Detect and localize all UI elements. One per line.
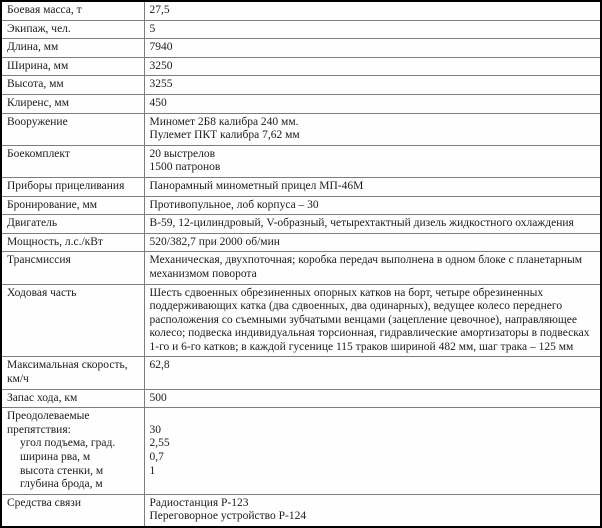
value-line: 7940 xyxy=(149,41,173,54)
value-line: 20 выстрелов xyxy=(149,147,216,160)
value-line: Панорамный минометный прицел МП-46М xyxy=(149,179,364,192)
value-line: 500 xyxy=(149,391,167,404)
table-row xyxy=(1,408,601,495)
value-line: 27,5 xyxy=(149,4,170,16)
value-line: 30 xyxy=(149,423,161,436)
param-cell xyxy=(1,233,144,252)
param-sub-label: ширина рва, м xyxy=(20,451,91,464)
value-cell xyxy=(144,76,601,95)
value-cell xyxy=(144,408,601,495)
param-sub-label: высота стенки, м xyxy=(20,464,104,477)
param-label: Бронирование, мм xyxy=(7,198,98,211)
value-line: Противопульное, лоб корпуса – 30 xyxy=(149,198,319,211)
param-label: Трансмиссия xyxy=(7,254,71,267)
table-row xyxy=(1,252,601,284)
value-line xyxy=(150,410,595,424)
value-cell xyxy=(144,494,601,527)
table-row xyxy=(1,215,601,234)
param-cell xyxy=(1,357,144,389)
value-line: Шесть сдвоенных обрезиненных опорных катков на борт, четыре обрезиненных поддерживающих катка (два сдвоенных, два одинарных), ведущее колесо переднего расположения со съемными зубчатыми венцами (зацепление цевочное), направляющее колесо; подвеска индивидуальная торсионная, гидравлические амортизаторы в подвесках 1-го и 6-го катков; в каждой гусенице 115 траков шириной 482 мм, шаг трака – 125 мм xyxy=(149,286,590,353)
table-row xyxy=(1,20,601,39)
param-cell xyxy=(1,145,144,177)
param-label: Средства связи xyxy=(7,496,81,509)
param-label: Экипаж, чел. xyxy=(7,22,71,35)
table-row xyxy=(1,94,601,113)
value-cell xyxy=(144,94,601,113)
param-cell xyxy=(1,76,144,95)
param-cell xyxy=(1,196,144,215)
value-cell xyxy=(144,284,601,357)
param-label: Высота, мм xyxy=(7,78,64,91)
param-label: Клиренс, мм xyxy=(7,96,69,109)
param-label: Мощность, л.с./кВт xyxy=(7,235,103,248)
param-label: Двигатель xyxy=(7,217,58,230)
value-line: В-59, 12-цилиндровый, V-образный, четырехтактный дизель жидкостного охлаждения xyxy=(149,217,574,230)
value-line: Радиостанция Р-123 xyxy=(149,496,249,509)
value-line: 2,55 xyxy=(149,437,170,450)
table-row xyxy=(1,177,601,196)
value-line: 450 xyxy=(149,96,167,109)
table-row xyxy=(1,233,601,252)
param-cell xyxy=(1,389,144,408)
table-row xyxy=(1,76,601,95)
table-row xyxy=(1,113,601,145)
value-line: 3250 xyxy=(149,59,173,72)
param-label: Запас хода, км xyxy=(7,391,78,404)
value-cell xyxy=(144,20,601,39)
value-line: Механическая, двухпоточная; коробка передач выполнена в одном блоке с планетарным механизмом поворота xyxy=(149,254,583,280)
param-cell xyxy=(1,57,144,76)
param-label: Вооружение xyxy=(7,115,68,128)
table-row xyxy=(1,57,601,76)
param-label: Преодолеваемые препятствия: xyxy=(7,410,90,436)
param-sub-label: глубина брода, м xyxy=(20,478,103,491)
value-cell xyxy=(144,177,601,196)
param-label: Максимальная скорость, км/ч xyxy=(7,359,128,386)
value-cell xyxy=(144,389,601,408)
table-row xyxy=(1,284,601,357)
param-cell xyxy=(1,94,144,113)
value-line: 520/382,7 при 2000 об/мин xyxy=(149,235,280,248)
param-cell xyxy=(1,113,144,145)
param-label: Длина, мм xyxy=(7,41,59,54)
value-line: 1 xyxy=(149,464,156,477)
param-cell xyxy=(1,284,144,357)
value-line: Пулемет ПКТ калибра 7,62 мм xyxy=(149,129,300,142)
param-label: Боевая масса, т xyxy=(7,4,82,16)
table-row xyxy=(1,1,601,20)
value-cell xyxy=(144,113,601,145)
param-label: Приборы прицеливания xyxy=(7,179,125,192)
param-label: Ходовая часть xyxy=(7,286,77,299)
value-cell xyxy=(144,39,601,58)
param-cell xyxy=(1,215,144,234)
value-cell xyxy=(144,196,601,215)
param-cell xyxy=(1,1,144,20)
table-row xyxy=(1,494,601,527)
value-line: 5 xyxy=(149,22,156,35)
table-row xyxy=(1,357,601,389)
table-row xyxy=(1,145,601,177)
param-cell xyxy=(1,408,144,495)
value-line: 0,7 xyxy=(149,451,164,464)
value-line: Переговорное устройство Р-124 xyxy=(149,510,307,523)
param-label: Боекомплект xyxy=(7,147,70,160)
value-line: 1500 патронов xyxy=(149,161,221,174)
value-cell xyxy=(144,145,601,177)
param-label: Ширина, мм xyxy=(7,59,69,72)
value-cell xyxy=(144,215,601,234)
value-cell xyxy=(144,233,601,252)
param-cell xyxy=(1,494,144,527)
param-cell xyxy=(1,39,144,58)
table-row xyxy=(1,196,601,215)
param-cell xyxy=(1,252,144,284)
param-sub-label: угол подъема, град. xyxy=(20,437,116,450)
table-body xyxy=(1,1,601,527)
value-line: Миномет 2Б8 калибра 240 мм. xyxy=(149,115,299,128)
value-line: 3255 xyxy=(149,78,173,91)
value-line: 62,8 xyxy=(149,359,170,372)
value-cell xyxy=(144,252,601,284)
param-cell xyxy=(1,177,144,196)
table-row xyxy=(1,39,601,58)
value-cell xyxy=(144,357,601,389)
value-cell xyxy=(144,1,601,20)
value-cell xyxy=(144,57,601,76)
param-cell xyxy=(1,20,144,39)
table-row xyxy=(1,389,601,408)
